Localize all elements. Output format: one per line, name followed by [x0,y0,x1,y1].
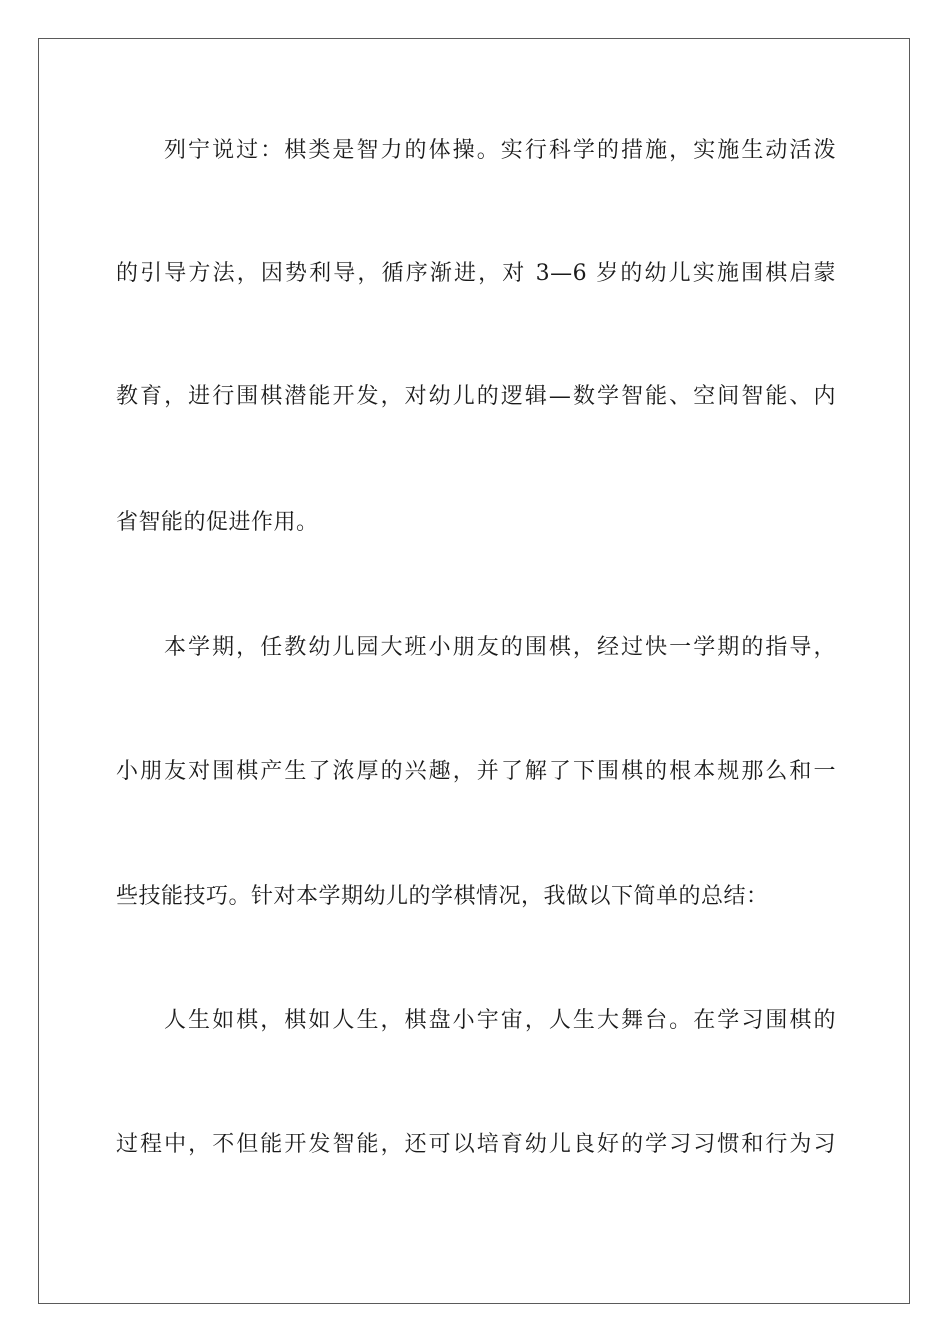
paragraph-1-line-4: 省智能的促进作用。 [116,510,319,535]
paragraph-1-line-3: 教育，进行围棋潜能开发，对幼儿的逻辑—数学智能、空间智能、内 [116,384,836,409]
paragraph-2-line-3: 些技能技巧。针对本学期幼儿的学棋情况，我做以下简单的总结： [116,884,769,909]
paragraph-2-line-2: 小朋友对围棋产生了浓厚的兴趣，并了解了下围棋的根本规那么和一 [116,759,836,784]
page-border [38,38,910,1304]
paragraph-1-line-2: 的引导方法，因势利导，循序渐进，对 3—6 岁的幼儿实施围棋启蒙 [116,261,836,286]
paragraph-3-line-1: 人生如棋，棋如人生，棋盘小宇宙，人生大舞台。在学习围棋的 [164,1008,836,1033]
paragraph-1-line-1: 列宁说过：棋类是智力的体操。实行科学的措施，实施生动活泼 [164,138,836,163]
paragraph-2-line-1: 本学期，任教幼儿园大班小朋友的围棋，经过快一学期的指导， [164,635,836,660]
paragraph-3-line-2: 过程中，不但能开发智能，还可以培育幼儿良好的学习习惯和行为习 [116,1132,836,1157]
